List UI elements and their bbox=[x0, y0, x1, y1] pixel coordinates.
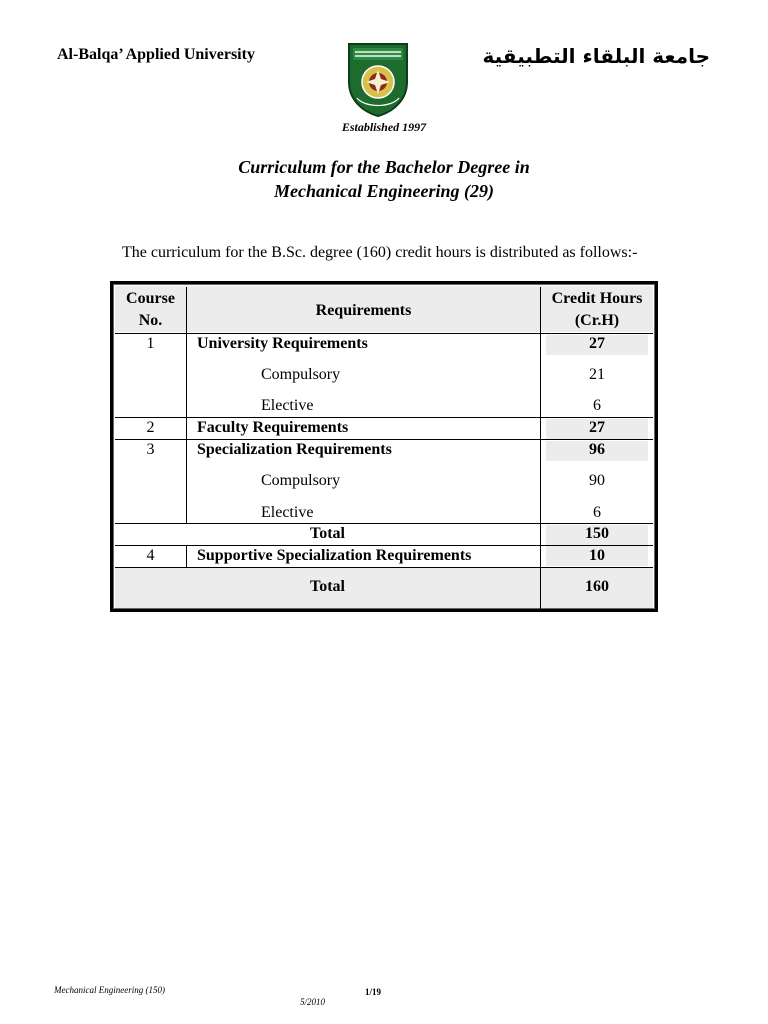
row9-credit: 10 bbox=[589, 547, 605, 564]
header-course-no-line1: Course bbox=[126, 290, 175, 307]
subtotal-label: Total bbox=[310, 525, 345, 542]
row6-requirement: Compulsory bbox=[261, 472, 341, 489]
university-name-english: Al-Balqa’ Applied University bbox=[57, 46, 255, 63]
row9-course-no: 4 bbox=[146, 547, 155, 564]
row2-requirement: Compulsory bbox=[261, 366, 341, 383]
row4-course-no: 2 bbox=[146, 419, 155, 436]
col-divider-1b bbox=[186, 545, 187, 567]
row5-course-no: 3 bbox=[146, 441, 155, 458]
header-requirements: Requirements bbox=[315, 302, 412, 319]
curriculum-title-line1: Curriculum for the Bachelor Degree in bbox=[238, 157, 530, 177]
row1-course-no: 1 bbox=[146, 335, 155, 352]
credit-hours-table bbox=[110, 281, 658, 612]
row4-credit: 27 bbox=[589, 419, 605, 436]
row5-requirement: Specialization Requirements bbox=[197, 441, 392, 458]
header-rule bbox=[115, 333, 653, 334]
row7-requirement: Elective bbox=[261, 504, 314, 521]
university-name-arabic: جامعة البلقاء التطبيقية bbox=[482, 44, 710, 68]
row2-credit: 21 bbox=[589, 366, 605, 383]
grand-total-credit: 160 bbox=[585, 578, 609, 595]
footer-program: Mechanical Engineering (150) bbox=[54, 985, 165, 995]
university-crest-icon bbox=[345, 42, 411, 118]
col-divider-1 bbox=[186, 287, 187, 523]
established-caption: Established 1997 bbox=[341, 120, 427, 134]
header-credit-hours-line2: (Cr.H) bbox=[574, 312, 620, 329]
header-course-no-line2: No. bbox=[138, 312, 163, 329]
rule-after-supportive bbox=[115, 567, 653, 568]
grand-total-label: Total bbox=[310, 578, 345, 595]
row5-credit: 96 bbox=[589, 441, 605, 458]
row9-requirement: Supportive Specialization Requirements bbox=[197, 547, 472, 564]
rule-after-specialization bbox=[115, 523, 653, 524]
row1-requirement: University Requirements bbox=[197, 335, 368, 352]
row1-credit: 27 bbox=[589, 335, 605, 352]
intro-paragraph: The curriculum for the B.Sc. degree (160) credit hours is distributed as follows:- bbox=[122, 244, 638, 261]
row4-requirement: Faculty Requirements bbox=[197, 419, 349, 436]
row3-requirement: Elective bbox=[261, 397, 314, 414]
rule-after-total bbox=[115, 545, 653, 546]
row3-credit: 6 bbox=[593, 397, 601, 414]
subtotal-credit: 150 bbox=[585, 525, 609, 542]
row6-credit: 90 bbox=[589, 472, 605, 489]
footer-date: 5/2010 bbox=[300, 997, 326, 1007]
curriculum-title-line2: Mechanical Engineering (29) bbox=[273, 181, 494, 201]
rule-after-faculty bbox=[115, 439, 653, 440]
row7-credit: 6 bbox=[593, 504, 601, 521]
header-credit-hours-line1: Credit Hours bbox=[551, 290, 643, 307]
rule-after-university bbox=[115, 417, 653, 418]
footer-page-number: 1/19 bbox=[365, 987, 382, 997]
